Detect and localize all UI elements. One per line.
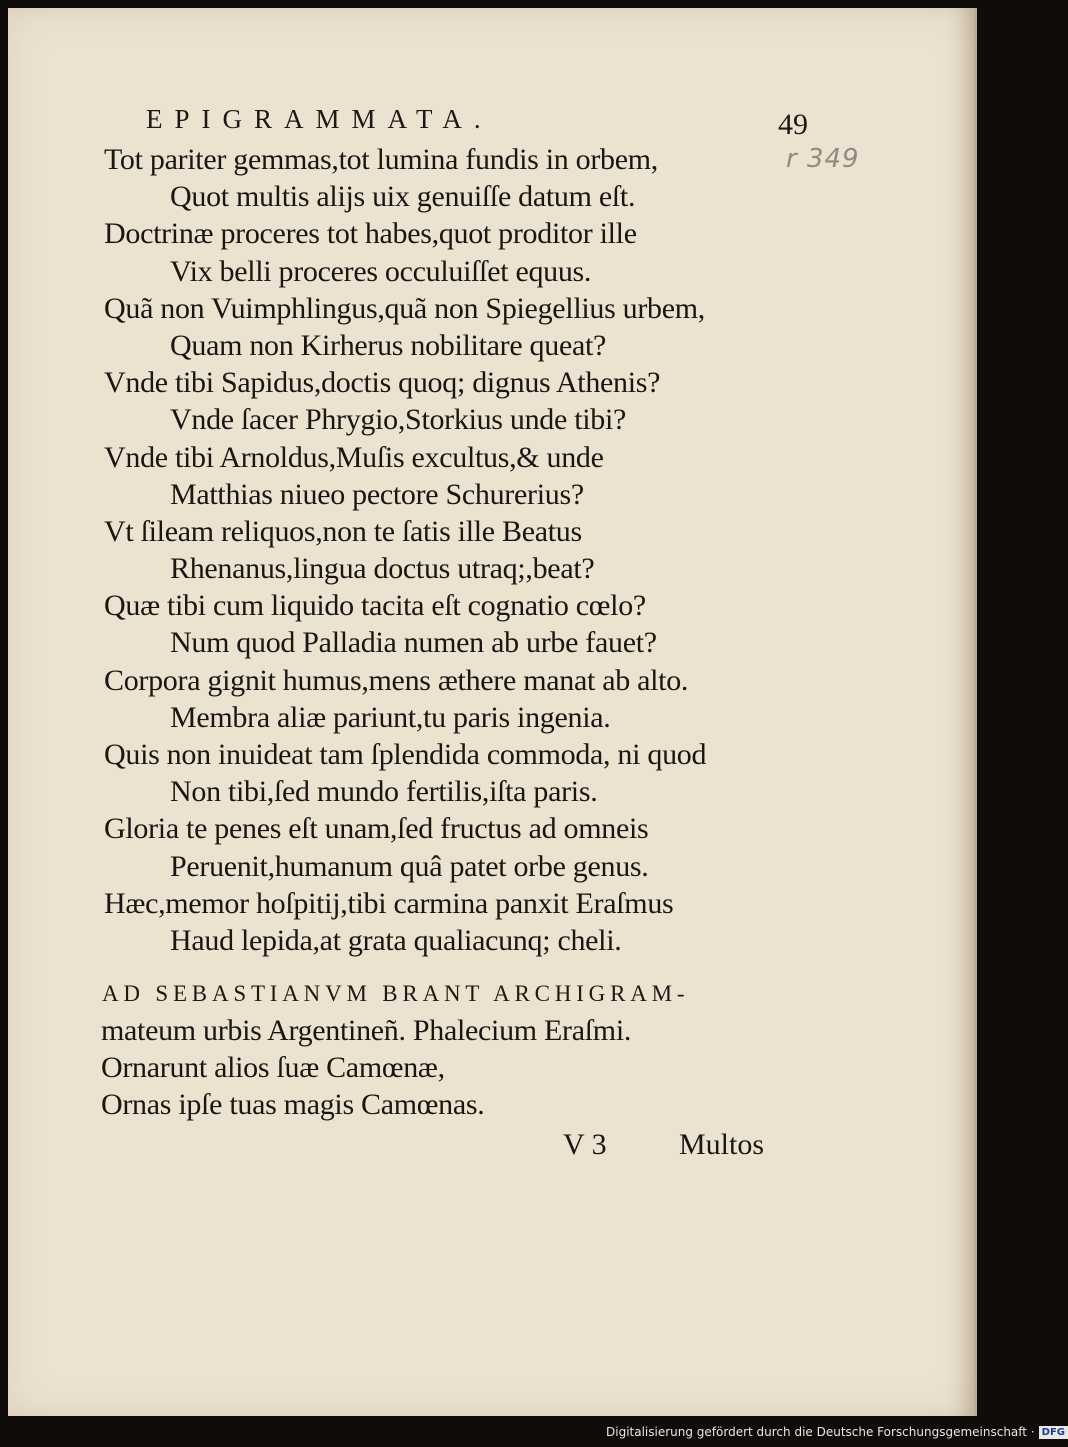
book-page <box>8 8 977 1416</box>
digitization-credit <box>606 1425 1068 1439</box>
poem-line: Ornas ipſe tuas magis Camœnas. <box>101 1088 485 1121</box>
phalecium-poem <box>101 1012 821 1123</box>
poem-line: Quam non Kirherus nobilitare queat? <box>170 328 607 362</box>
running-head: EPIGRAMMATA. <box>146 104 493 134</box>
poem-line: Quis non inuideat tam ſplendida commoda, ni quod <box>104 738 707 771</box>
poem-line: Haud lepida,at grata qualiacunq; cheli. <box>170 923 622 957</box>
poem-line: Corpora gignit humus,mens æthere manat ab alto. <box>104 663 689 697</box>
catchword: Multos <box>679 1128 765 1161</box>
poem-line: Vnde tibi Arnoldus,Muſis excultus,& unde <box>104 440 604 474</box>
poem-line: Membra aliæ pariunt,tu paris ingenia. <box>170 700 611 734</box>
poem-line: Non tibi,ſed mundo fertilis,iſta paris. <box>170 775 598 809</box>
poem-line: mateum urbis Argentineñ. Phalecium Eraſmi. <box>101 1014 632 1047</box>
poem-line: Ornarunt alios ſuæ Camœnæ, <box>101 1051 445 1084</box>
page-number: 49 <box>778 108 808 141</box>
poem-line: Rhenanus,lingua doctus utraq;,beat? <box>170 552 595 586</box>
section-heading: AD SEBASTIANVM BRANT ARCHIGRAM- <box>102 981 690 1006</box>
poem-line: Vnde ſacer Phrygio,Storkius unde tibi? <box>170 403 627 437</box>
signature-mark: V 3 <box>563 1128 607 1161</box>
poem-line: Vnde tibi Sapidus,doctis quoq; dignus Athenis? <box>104 366 661 400</box>
poem-line: Vix belli proceres occuluiſſet equus. <box>170 254 592 288</box>
poem-line: Gloria te penes eſt unam,ſed fructus ad omneis <box>104 812 649 846</box>
poem-line: Num quod Palladia numen ab urbe fauet? <box>170 626 657 660</box>
poem-line: Tot pariter gemmas,tot lumina fundis in orbem, <box>104 143 658 176</box>
dfg-logo-icon: DFG <box>1039 1426 1068 1439</box>
poem-line: Quã non Vuimphlingus,quã non Spiegellius urbem, <box>104 291 706 325</box>
poem-line: Matthias niueo pectore Schurerius? <box>170 477 584 511</box>
epigram-poem <box>104 141 824 959</box>
poem-line: Peruenit,humanum quâ patet orbe genus. <box>170 849 649 883</box>
poem-line: Hæc,memor hoſpitij,tibi carmina panxit Eraſmus <box>104 886 674 920</box>
poem-line: Quot multis alijs uix genuiſſe datum eſt. <box>170 180 636 214</box>
credit-text: Digitalisierung gefördert durch die Deutsche Forschungsgemeinschaft · <box>606 1425 1035 1439</box>
poem-line: Doctrinæ proceres tot habes,quot proditor ille <box>104 217 637 251</box>
poem-line: Quæ tibi cum liquido tacita eſt cognatio cœlo? <box>104 589 646 623</box>
poem-line: Vt ſileam reliquos,non te ſatis ille Beatus <box>104 514 582 548</box>
pencil-annotation: r 349 <box>786 144 860 174</box>
